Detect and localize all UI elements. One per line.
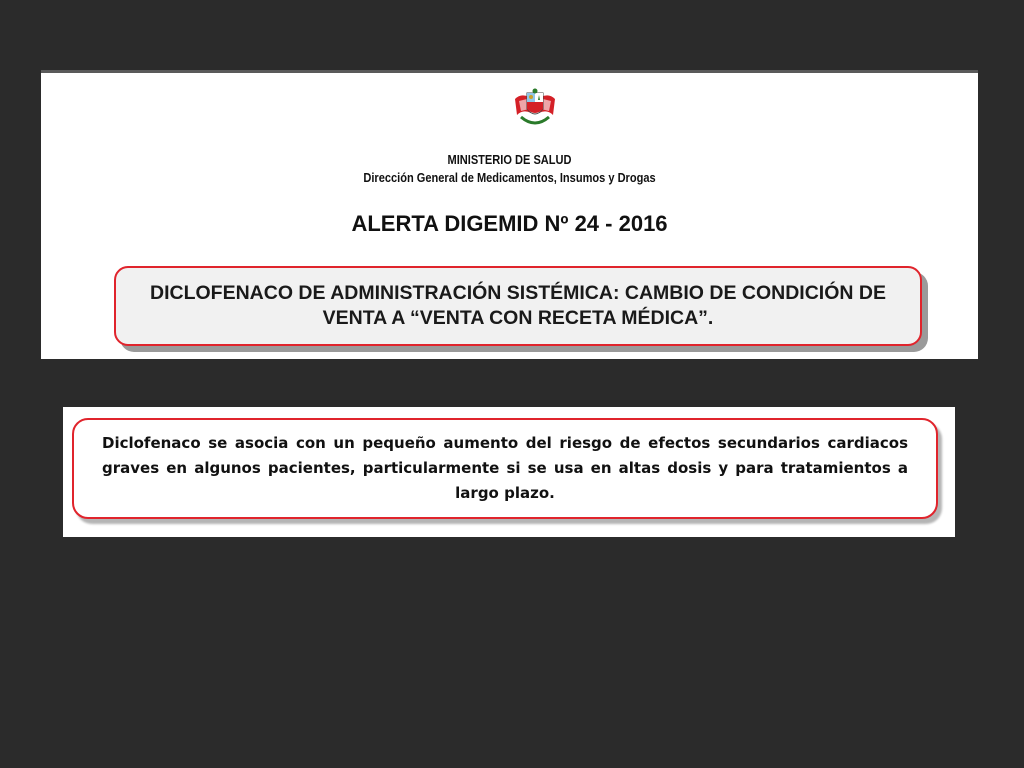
directorate-name: Dirección General de Medicamentos, Insumos y Drogas xyxy=(363,170,656,185)
headline-text: DICLOFENACO DE ADMINISTRACIÓN SISTÉMICA: CAMBIO DE CONDICIÓN DE VENTA A “VENTA CON RECETA MÉDICA”. xyxy=(150,282,886,329)
ministry-name: MINISTERIO DE SALUD xyxy=(447,152,572,167)
note-panel xyxy=(63,407,955,537)
alert-title: ALERTA DIGEMID Nº 24 - 2016 xyxy=(351,211,668,236)
note-box xyxy=(72,418,938,519)
headline-box xyxy=(114,266,922,346)
peru-coat-of-arms-icon xyxy=(509,87,561,131)
alert-header-panel xyxy=(41,70,978,359)
note-text: Diclofenaco se asocia con un pequeño aumento del riesgo de efectos secundarios cardiacos graves en algunos pacientes, particularmente si se usa en altas dosis y para tratamientos a largo plazo. xyxy=(102,434,908,502)
